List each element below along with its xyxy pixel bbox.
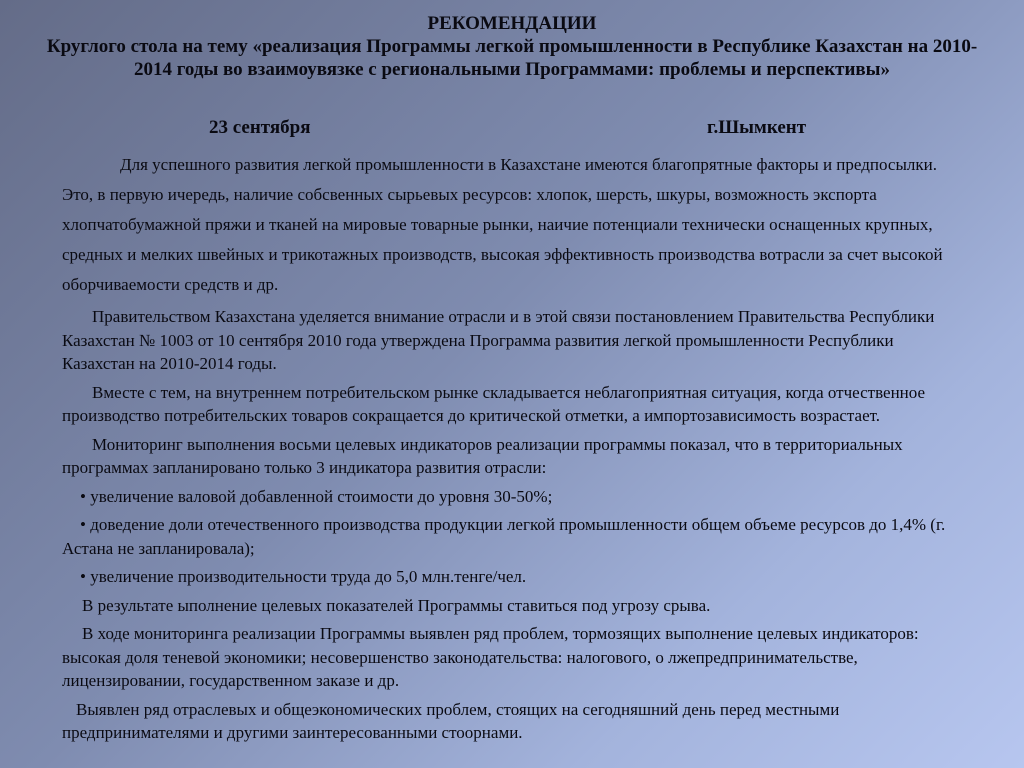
bullet-domestic-share: • доведение доли отечественного производства продукции легкой промышленности общем объеме ресурсов до 1,4% (г. Астана не запланировала); bbox=[62, 515, 946, 558]
event-date: 23 сентября bbox=[209, 117, 311, 138]
paragraph-government-program: Правительством Казахстана уделяется внимание отрасли и в этой связи постановлением Правительства Республики Казахстан № 1003 от 10 сентября 2010 года утверждена Программа развития легкой промышленности Республики Казахстан на 2010-2014 годы. bbox=[62, 307, 935, 373]
document-body bbox=[62, 150, 962, 750]
document-header bbox=[40, 12, 984, 81]
bullet-productivity: • увеличение производительности труда до 5,0 млн.тенге/чел. bbox=[80, 567, 527, 586]
paragraph-market-situation: Вместе с тем, на внутреннем потребительском рынке складывается неблагоприятная ситуация, когда отчественное производство потребительских товаров сокращается до критической отметки, а импортозависимость возрастает. bbox=[62, 382, 926, 425]
bullet-value-added: • увеличение валовой добавленной стоимости до уровня 30-50%; bbox=[80, 486, 553, 506]
meta-row bbox=[0, 117, 1024, 141]
event-city: г.Шымкент bbox=[707, 117, 807, 138]
document-title: РЕКОМЕНДАЦИИ bbox=[427, 13, 597, 34]
paragraph-threat: В результате ыполнение целевых показателей Программы ставиться под угрозу срыва. bbox=[82, 595, 711, 615]
paragraph-problems: В ходе мониторинга реализации Программы выявлен ряд проблем, тормозящих выполнение целевых индикаторов: высокая доля теневой экономики; несовершенство законодательства: налогового, о лжепредпринимательстве, лицензировании, государственном заказе и др. bbox=[62, 624, 919, 690]
paragraph-sector-problems: Выявлен ряд отраслевых и общеэкономических проблем, стоящих на сегодняшний день перед местными предпринимателями и другими заинтересованными стоорнами. bbox=[62, 699, 840, 742]
paragraph-favorable-factors: Для успешного развития легкой промышленности в Казахстане имеются благопрятные факторы и предпосылки. Это, в первую ичередь, наличие собсвенных сырьевых ресурсов: хлопок, шерсть, шкуры, возможность экспорта хлопчатобумажной пряжи и тканей на мировые товарные рынки, наичие потенциали технически оснащенных крупных, средных и мелких швейных и трикотажных производств, высокая эффективность производства вотрасли за счет высокой оборчиваемости средств и др. bbox=[62, 155, 943, 294]
paragraph-monitoring: Мониторинг выполнения восьми целевых индикаторов реализации программы показал, что в территориальных программах запланировано только 3 индикатора развития отрасли: bbox=[62, 434, 903, 477]
document-subtitle: Круглого стола на тему «реализация Программы легкой промышленности в Республике Казахстан на 2010-2014 годы во взаимоувязке с региональными Программами: проблемы и перспективы» bbox=[46, 36, 978, 80]
